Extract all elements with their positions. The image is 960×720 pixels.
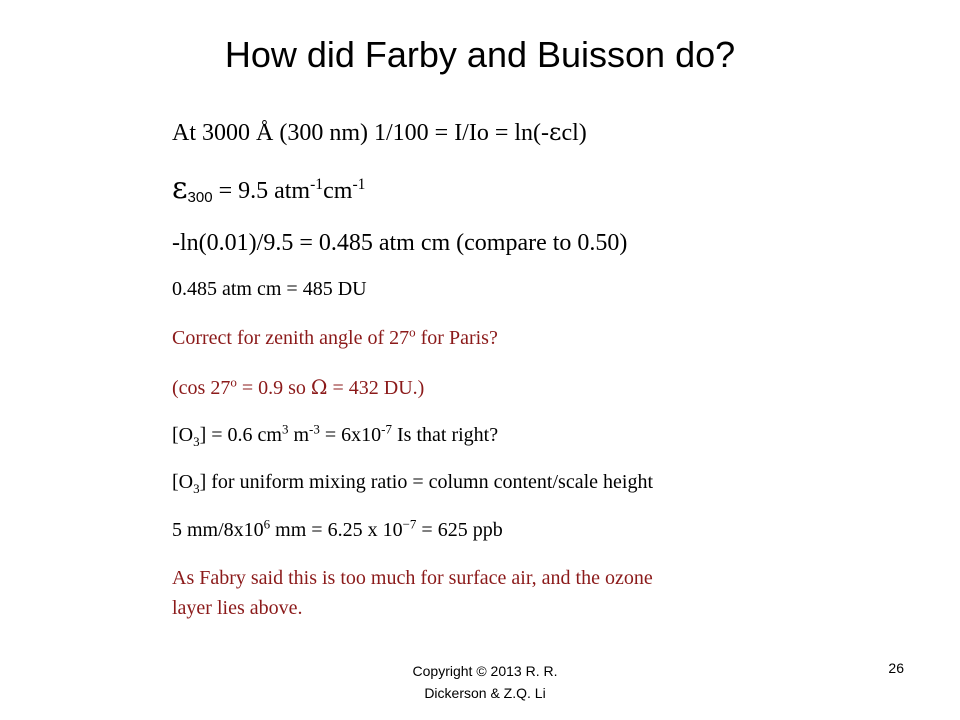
- line-absorbance-equation: [172, 117, 587, 148]
- copyright-line-2: Dickerson & Z.Q. Li: [424, 685, 546, 701]
- line-absorbance-tail: cl): [561, 120, 587, 146]
- ozone-text-b: ] = 0.6 cm: [199, 424, 282, 446]
- copyright-notice: [380, 660, 590, 704]
- superscript: -3: [309, 421, 320, 437]
- epsilon-symbol: ε: [549, 118, 562, 146]
- degree-superscript: o: [409, 324, 416, 340]
- ppb-text-c: = 625 ppb: [416, 519, 503, 541]
- line-zenith-answer: [172, 374, 424, 401]
- ozone-text-e: Is that right?: [392, 424, 499, 446]
- line-absorbance-text: At 3000 Å (300 nm) 1/100 = I/Io = ln(-: [172, 120, 550, 146]
- ozone-text-a: [O: [172, 424, 194, 446]
- ozone-text-c: m: [288, 424, 310, 446]
- epsilon-symbol: ε: [172, 171, 188, 206]
- zenith-text-a: Correct for zenith angle of 27: [172, 327, 410, 349]
- ozone-text-d: = 6x10: [319, 424, 382, 446]
- epsilon-value-b: cm: [323, 178, 353, 204]
- superscript: −7: [402, 516, 417, 532]
- line-ozone-concentration: [172, 422, 498, 448]
- subscript: 3: [193, 434, 200, 449]
- zenith-answer-b: = 0.9 so: [236, 377, 311, 399]
- line-zenith-question: [172, 325, 498, 351]
- epsilon-value-a: = 9.5 atm: [212, 178, 311, 204]
- superscript: 6: [263, 516, 271, 532]
- line-ppb-calc: [172, 517, 503, 543]
- ppb-text-b: mm = 6.25 x 10: [270, 519, 403, 541]
- degree-superscript: o: [230, 374, 237, 390]
- epsilon-subscript: 300: [187, 189, 213, 206]
- line-dobson-units: 0.485 atm cm = 485 DU: [172, 278, 367, 300]
- superscript: 3: [281, 421, 289, 437]
- superscript: -1: [352, 176, 366, 193]
- page-number: 26: [888, 660, 904, 676]
- line-mixing-ratio: [172, 469, 653, 495]
- zenith-text-b: for Paris?: [415, 327, 498, 349]
- line-fabry-conclusion-1: As Fabry said this is too much for surface air, and the ozone: [172, 567, 653, 589]
- line-fabry-conclusion-2: layer lies above.: [172, 597, 303, 619]
- zenith-answer-c: = 432 DU.): [327, 377, 425, 399]
- superscript: -7: [381, 421, 393, 437]
- line-column-calc: -ln(0.01)/9.5 = 0.485 atm cm (compare to 0.50): [172, 230, 628, 256]
- ppb-text-a: 5 mm/8x10: [172, 519, 264, 541]
- mixing-text-a: [O: [172, 471, 194, 493]
- omega-symbol: Ω: [310, 375, 328, 399]
- copyright-line-1: Copyright © 2013 R. R.: [412, 663, 558, 679]
- mixing-text-b: ] for uniform mixing ratio = column content/scale height: [199, 471, 653, 493]
- slide-title: How did Farby and Buisson do?: [224, 34, 736, 75]
- line-epsilon-value: [172, 171, 366, 213]
- subscript: 3: [193, 481, 200, 496]
- zenith-answer-a: (cos 27: [172, 377, 231, 399]
- superscript: -1: [310, 176, 324, 193]
